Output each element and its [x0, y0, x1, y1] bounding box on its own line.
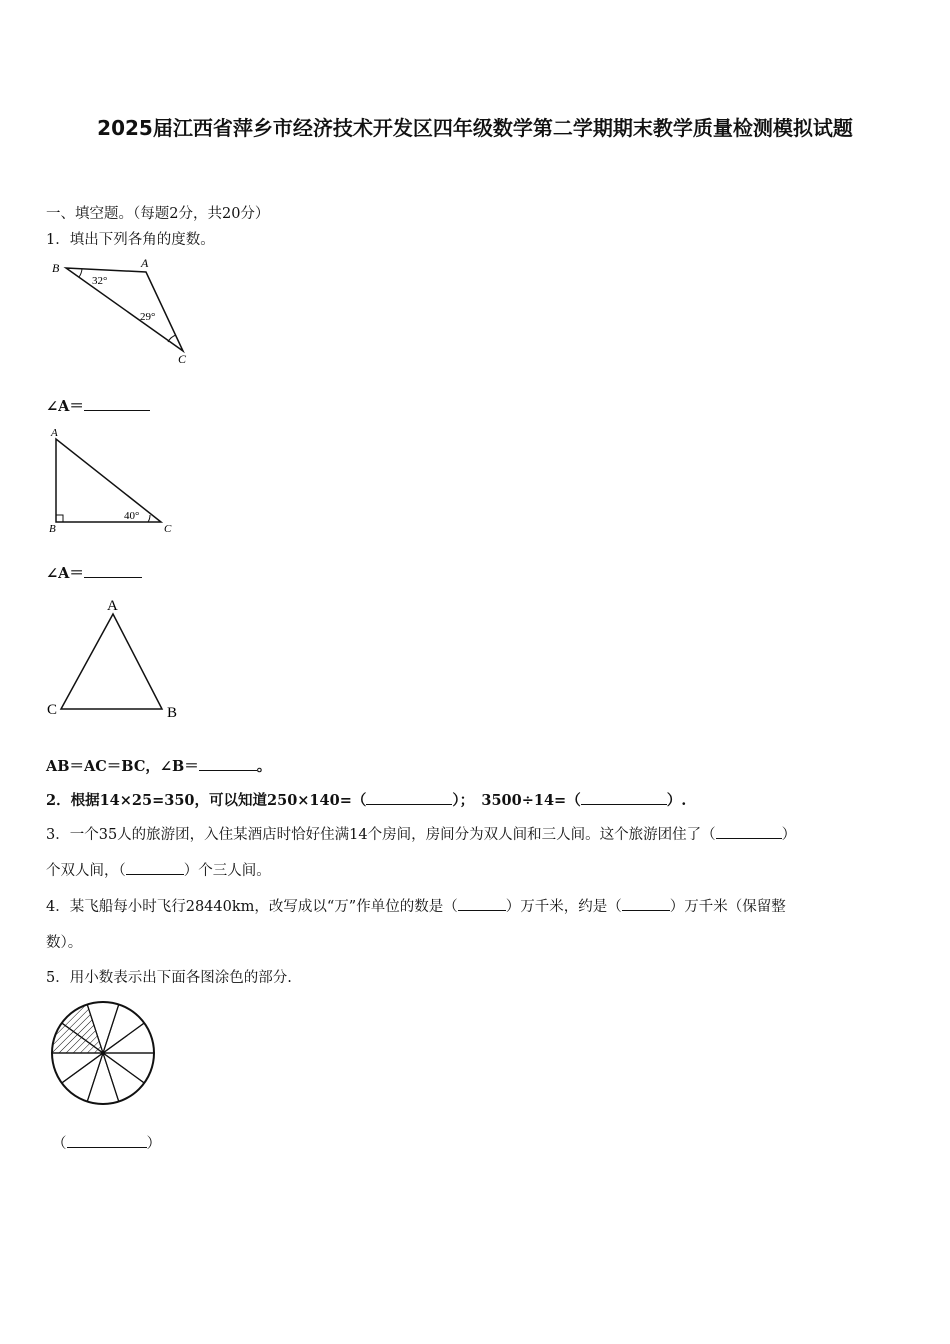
- q4-blank-2[interactable]: [622, 896, 670, 911]
- q4-line1-text: 4．某飞船每小时飞行28440km，改写成以“万”作单位的数是（: [46, 899, 458, 915]
- q3-line1-text: 3．一个35人的旅游团，入住某酒店时恰好住满14个房间，房间分为双人间和三人间。这个旅游团住了（: [46, 827, 716, 843]
- triangle-figure-3: [40, 594, 190, 724]
- q2-blank-2[interactable]: [581, 790, 667, 805]
- answer-2-blank[interactable]: [84, 563, 142, 578]
- sector: [103, 1053, 144, 1102]
- sector: [62, 1053, 103, 1102]
- triangle-figure-1: [46, 255, 196, 367]
- q5-open: （: [52, 1136, 67, 1152]
- fig1-label-b: B: [52, 261, 60, 275]
- q3-line2-close: ）个三人间。: [183, 863, 271, 879]
- q5-close: ）: [146, 1136, 161, 1152]
- fig1-label-c: C: [178, 352, 187, 366]
- question-1-prompt: 1．填出下列各角的度数。: [46, 232, 215, 248]
- fig3-label-b: B: [167, 705, 178, 721]
- q2-blank-1[interactable]: [366, 790, 452, 805]
- fig2-label-c: C: [164, 523, 172, 535]
- question-5-answer: [52, 1132, 161, 1153]
- q2-part2: ）； 3500÷14=（: [452, 792, 581, 809]
- q4-blank-1[interactable]: [458, 896, 506, 911]
- q2-part3: ）.: [666, 792, 687, 809]
- answer-1-blank[interactable]: [84, 396, 150, 411]
- right-angle-mark: [56, 515, 63, 522]
- fig1-angle-b: 32°: [92, 275, 108, 287]
- triangle-1-shape: [66, 268, 183, 351]
- triangle-figure-2: [46, 424, 186, 536]
- fig3-label-a: A: [107, 598, 118, 614]
- triangle-3-shape: [61, 614, 162, 709]
- question-5-prompt: 5．用小数表示出下面各图涂色的部分.: [46, 970, 292, 986]
- shaded-circle-figure: [48, 1000, 158, 1108]
- question-4-line-2: 数）。: [46, 935, 83, 951]
- fig1-label-a: A: [141, 256, 149, 270]
- answer-3-end: 。: [256, 758, 272, 775]
- section-heading: 一、填空题。（每题2分，共20分）: [46, 206, 270, 222]
- angle-c-arc-2: [148, 515, 150, 522]
- answer-3-label: AB＝AC＝BC，∠B＝: [46, 758, 199, 775]
- question-1-answer-1: [46, 395, 150, 416]
- answer-2-label: ∠A＝: [46, 565, 84, 582]
- question-2: [46, 789, 686, 810]
- question-1-answer-2: [46, 562, 142, 583]
- q5-blank[interactable]: [67, 1133, 147, 1148]
- q4-line1-end: ）万千米（保留整: [669, 899, 786, 915]
- fig2-angle-c: 40°: [124, 510, 140, 522]
- answer-3-blank[interactable]: [199, 756, 257, 771]
- q3-blank-1[interactable]: [716, 824, 782, 839]
- question-3-line-2: [46, 859, 271, 880]
- q3-blank-2[interactable]: [126, 860, 184, 875]
- page-title: 2025届江西省萍乡市经济技术开发区四年级数学第二学期期末教学质量检测模拟试题: [97, 116, 853, 140]
- question-1-answer-3: [46, 755, 271, 776]
- fig3-label-c: C: [47, 702, 58, 718]
- question-4-line-1: [46, 895, 786, 916]
- q3-line2-text: 个双人间，（: [46, 863, 126, 879]
- question-3-line-1: [46, 823, 796, 844]
- q2-part1: 2．根据14×25=350，可以知道250×140=（: [46, 792, 367, 809]
- fig2-label-a: A: [51, 427, 58, 439]
- q4-line1-mid: ）万千米，约是（: [505, 899, 622, 915]
- angle-b-arc: [79, 269, 82, 277]
- fig1-angle-c: 29°: [140, 311, 156, 323]
- q3-line1-close: ）: [781, 827, 797, 843]
- answer-1-label: ∠A＝: [46, 398, 84, 415]
- fig2-label-b: B: [49, 523, 56, 535]
- sector: [103, 1004, 144, 1053]
- triangle-2-shape: [56, 439, 161, 522]
